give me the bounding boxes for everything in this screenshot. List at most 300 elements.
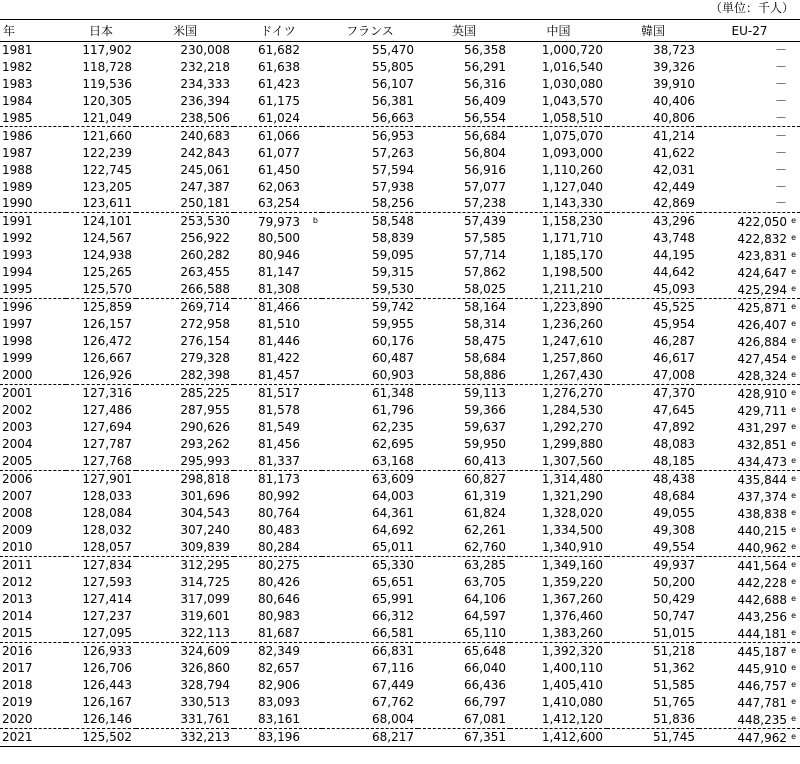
eu-estimate-flag: e <box>791 576 796 586</box>
cell-china <box>510 505 607 522</box>
cell-value: 50,429 <box>653 592 695 607</box>
cell-japan <box>66 247 136 264</box>
cell-value: 51,745 <box>653 730 695 745</box>
cell-value: 65,991 <box>372 592 414 607</box>
cell-china <box>510 264 607 281</box>
cell-value: － <box>774 145 787 160</box>
cell-france <box>322 556 418 574</box>
table-row <box>0 212 800 230</box>
cell-france <box>322 264 418 281</box>
cell-usa <box>136 436 234 453</box>
cell-value: 51,218 <box>653 644 695 659</box>
cell-usa <box>136 419 234 436</box>
cell-value: 48,083 <box>653 437 695 452</box>
unit-label: （単位：千人） <box>709 1 794 15</box>
cell-korea <box>607 230 699 247</box>
cell-value: 309,839 <box>180 540 230 555</box>
cell-value: 56,358 <box>464 43 506 58</box>
cell-value: 263,455 <box>180 265 230 280</box>
cell-usa <box>136 522 234 539</box>
cell-eu27 <box>699 178 800 195</box>
cell-value: 121,660 <box>82 128 132 143</box>
cell-value: 63,254 <box>258 196 300 211</box>
cell-value: 62,235 <box>372 420 414 435</box>
eu-estimate-flag: e <box>791 335 796 345</box>
cell-value: 1,016,540 <box>541 60 603 75</box>
cell-korea <box>607 574 699 591</box>
cell-china <box>510 436 607 453</box>
cell-japan <box>66 93 136 110</box>
cell-uk <box>418 728 510 746</box>
cell-value: 61,450 <box>258 162 300 177</box>
cell-value: 83,093 <box>258 695 300 710</box>
cell-eu27 <box>699 93 800 110</box>
cell-value: 242,843 <box>180 145 230 160</box>
cell-value: 425,871 <box>737 300 787 315</box>
cell-value: 448,235 <box>737 712 787 727</box>
cell-value: 123,205 <box>82 179 132 194</box>
eu-estimate-flag: e <box>791 215 796 225</box>
cell-germany <box>234 59 322 76</box>
cell-value: 126,443 <box>82 678 132 693</box>
cell-value: 1,110,260 <box>541 162 603 177</box>
cell-japan <box>66 522 136 539</box>
cell-value: 63,168 <box>372 454 414 469</box>
cell-value: 60,413 <box>464 454 506 469</box>
cell-eu27 <box>699 298 800 316</box>
cell-eu27 <box>699 195 800 212</box>
cell-value: 61,319 <box>464 489 506 504</box>
cell-uk <box>418 522 510 539</box>
cell-germany <box>234 591 322 608</box>
cell-uk <box>418 384 510 402</box>
table-row <box>0 677 800 694</box>
cell-value: 58,256 <box>372 196 414 211</box>
cell-usa <box>136 93 234 110</box>
cell-value: 422,050 <box>737 214 787 229</box>
cell-value: 438,838 <box>737 506 787 521</box>
cell-value: 240,683 <box>180 128 230 143</box>
cell-value: 56,107 <box>372 77 414 92</box>
cell-value: 123,611 <box>82 196 132 211</box>
cell-value: 317,099 <box>180 592 230 607</box>
cell-value: 62,063 <box>258 179 300 194</box>
cell-france <box>322 419 418 436</box>
cell-value: 424,647 <box>737 265 787 280</box>
cell-korea <box>607 625 699 643</box>
cell-value: 1,349,160 <box>541 558 603 573</box>
cell-japan <box>66 556 136 574</box>
cell-value: 230,008 <box>180 43 230 58</box>
cell-china <box>510 384 607 402</box>
cell-value: 83,161 <box>258 712 300 727</box>
cell-eu27 <box>699 694 800 711</box>
table-row <box>0 93 800 110</box>
cell-eu27 <box>699 76 800 93</box>
cell-value: 66,831 <box>372 644 414 659</box>
cell-japan <box>66 608 136 625</box>
cell-value: 435,844 <box>737 472 787 487</box>
cell-germany <box>234 230 322 247</box>
cell-france <box>322 127 418 144</box>
cell-value: 432,851 <box>737 437 787 452</box>
eu-estimate-flag: e <box>791 593 796 603</box>
cell-value: 57,938 <box>372 179 414 194</box>
cell-value: 65,651 <box>372 575 414 590</box>
cell-value: 51,765 <box>653 695 695 710</box>
cell-value: 441,564 <box>737 558 787 573</box>
cell-year: 2000 <box>0 367 66 385</box>
cell-value: 56,684 <box>464 128 506 143</box>
cell-year: 1981 <box>2 43 33 58</box>
cell-uk <box>418 711 510 729</box>
cell-value: 58,164 <box>464 300 506 315</box>
cell-value: 66,436 <box>464 678 506 693</box>
cell-usa <box>136 642 234 660</box>
cell-germany <box>234 625 322 643</box>
cell-germany <box>234 110 322 127</box>
cell-value: 445,910 <box>737 661 787 676</box>
cell-france <box>322 333 418 350</box>
cell-eu27 <box>699 642 800 660</box>
cell-value: 48,438 <box>653 472 695 487</box>
cell-value: 279,328 <box>180 351 230 366</box>
cell-japan <box>66 333 136 350</box>
cell-china <box>510 591 607 608</box>
cell-usa <box>136 539 234 557</box>
cell-japan <box>66 110 136 127</box>
table-row <box>0 642 800 660</box>
cell-value: 49,055 <box>653 506 695 521</box>
cell-value: 80,764 <box>258 506 300 521</box>
cell-value: 62,760 <box>464 540 506 555</box>
cell-france <box>322 42 418 59</box>
cell-value: 80,992 <box>258 489 300 504</box>
cell-japan <box>66 144 136 161</box>
cell-value: 1,359,220 <box>541 575 603 590</box>
cell-usa <box>136 574 234 591</box>
cell-value: 326,860 <box>180 661 230 676</box>
cell-year: 2006 <box>2 472 33 487</box>
cell-year: 1985 <box>0 110 66 127</box>
cell-value: 428,324 <box>737 368 787 383</box>
cell-value: 125,265 <box>82 265 132 280</box>
cell-value: 80,284 <box>258 540 300 555</box>
cell-year: 1982 <box>2 60 33 75</box>
table-row <box>0 350 800 367</box>
cell-japan <box>66 161 136 178</box>
cell-usa <box>136 264 234 281</box>
cell-korea <box>607 453 699 471</box>
cell-china <box>510 161 607 178</box>
cell-value: 426,407 <box>737 317 787 332</box>
cell-usa <box>136 505 234 522</box>
cell-value: 59,366 <box>464 403 506 418</box>
cell-year: 2004 <box>2 437 33 452</box>
cell-france <box>322 453 418 471</box>
cell-japan <box>66 591 136 608</box>
cell-germany <box>234 127 322 144</box>
cell-japan <box>66 178 136 195</box>
cell-value: 68,217 <box>372 730 414 745</box>
cell-uk <box>418 298 510 316</box>
cell-japan <box>66 505 136 522</box>
cell-france <box>322 488 418 505</box>
table-row <box>0 539 800 557</box>
cell-value: 426,884 <box>737 334 787 349</box>
cell-value: 117,902 <box>82 43 132 58</box>
cell-korea <box>607 144 699 161</box>
cell-value: 59,095 <box>372 248 414 263</box>
cell-france <box>322 522 418 539</box>
cell-korea <box>607 436 699 453</box>
cell-year: 1992 <box>2 231 33 246</box>
cell-germany <box>234 470 322 488</box>
cell-korea <box>607 488 699 505</box>
cell-france <box>322 350 418 367</box>
cell-value: 260,282 <box>180 248 230 263</box>
cell-usa <box>136 42 234 59</box>
cell-korea <box>607 350 699 367</box>
cell-eu27 <box>699 402 800 419</box>
cell-value: 1,314,480 <box>541 472 603 487</box>
cell-value: 46,287 <box>653 334 695 349</box>
cell-value: 232,218 <box>180 60 230 75</box>
cell-value: 56,663 <box>372 111 414 125</box>
cell-germany <box>234 195 322 212</box>
cell-germany <box>234 436 322 453</box>
header-year: 年 <box>0 20 66 42</box>
cell-germany <box>234 264 322 281</box>
cell-eu27 <box>699 436 800 453</box>
cell-uk <box>418 591 510 608</box>
cell-value: 1,093,000 <box>541 145 603 160</box>
cell-france <box>322 195 418 212</box>
cell-value: 56,409 <box>464 94 506 109</box>
cell-value: － <box>774 196 787 211</box>
cell-value: 61,638 <box>258 60 300 75</box>
cell-value: 127,414 <box>82 592 132 607</box>
cell-value: 127,768 <box>82 454 132 469</box>
cell-value: 127,694 <box>82 420 132 435</box>
cell-value: 304,543 <box>180 506 230 521</box>
cell-value: 62,695 <box>372 437 414 452</box>
cell-germany <box>234 505 322 522</box>
cell-eu27 <box>699 264 800 281</box>
cell-uk <box>418 59 510 76</box>
cell-value: 46,617 <box>653 351 695 366</box>
cell-eu27 <box>699 419 800 436</box>
cell-germany <box>234 419 322 436</box>
cell-value: 57,238 <box>464 196 506 211</box>
cell-value: 62,261 <box>464 523 506 538</box>
cell-france <box>322 298 418 316</box>
cell-year: 2012 <box>2 575 33 590</box>
cell-value: 446,757 <box>737 678 787 693</box>
cell-france <box>322 470 418 488</box>
cell-uk <box>418 316 510 333</box>
cell-japan <box>66 574 136 591</box>
cell-germany <box>234 539 322 557</box>
cell-value: 39,910 <box>653 77 695 92</box>
cell-japan <box>66 660 136 677</box>
cell-value: 126,706 <box>82 661 132 676</box>
cell-japan <box>66 298 136 316</box>
cell-year: 2009 <box>2 523 33 538</box>
cell-value: 434,473 <box>737 454 787 469</box>
cell-value: 44,642 <box>653 265 695 280</box>
cell-france <box>322 505 418 522</box>
cell-year: 2013 <box>2 592 33 607</box>
cell-value: 81,337 <box>258 454 300 469</box>
cell-value: 81,147 <box>258 265 300 280</box>
eu-estimate-flag: e <box>791 404 796 414</box>
cell-value: － <box>774 179 787 194</box>
cell-value: 57,594 <box>372 162 414 177</box>
cell-france <box>322 178 418 195</box>
cell-eu27 <box>699 539 800 557</box>
cell-uk <box>418 694 510 711</box>
cell-uk <box>418 642 510 660</box>
cell-china <box>510 178 607 195</box>
eu-estimate-flag: e <box>791 731 796 741</box>
cell-year: 1989 <box>2 179 33 194</box>
cell-germany <box>234 660 322 677</box>
cell-value: 1,284,530 <box>541 403 603 418</box>
cell-germany <box>234 350 322 367</box>
cell-uk <box>418 93 510 110</box>
cell-china <box>510 367 607 385</box>
cell-value: 127,095 <box>82 626 132 641</box>
cell-uk <box>418 574 510 591</box>
cell-germany <box>234 316 322 333</box>
germany-break-flag: b <box>312 215 318 225</box>
cell-value: 81,446 <box>258 334 300 349</box>
cell-japan <box>66 470 136 488</box>
cell-value: 447,781 <box>737 695 787 710</box>
cell-korea <box>607 419 699 436</box>
cell-year: 2014 <box>2 609 33 624</box>
cell-japan <box>66 488 136 505</box>
cell-value: 1,292,270 <box>541 420 603 435</box>
cell-year: 2010 <box>0 539 66 557</box>
cell-value: 50,200 <box>653 575 695 590</box>
cell-uk <box>418 230 510 247</box>
cell-value: 45,525 <box>653 300 695 315</box>
cell-china <box>510 660 607 677</box>
cell-value: 43,296 <box>653 214 695 229</box>
cell-value: 57,585 <box>464 231 506 246</box>
cell-value: 324,609 <box>180 644 230 659</box>
cell-value: － <box>774 60 787 75</box>
cell-eu27 <box>699 591 800 608</box>
cell-year: 2020 <box>0 711 66 729</box>
cell-france <box>322 384 418 402</box>
cell-value: 127,316 <box>82 386 132 401</box>
cell-value: 442,228 <box>737 575 787 590</box>
eu-estimate-flag: e <box>791 541 796 551</box>
cell-uk <box>418 42 510 59</box>
cell-value: 80,646 <box>258 592 300 607</box>
cell-value: 127,787 <box>82 437 132 452</box>
cell-value: 238,506 <box>180 111 230 125</box>
cell-value: 65,330 <box>372 558 414 573</box>
cell-value: 49,554 <box>653 540 695 555</box>
cell-value: 1,267,430 <box>541 368 603 383</box>
cell-france <box>322 161 418 178</box>
cell-value: 57,714 <box>464 248 506 263</box>
cell-japan <box>66 625 136 643</box>
cell-france <box>322 93 418 110</box>
cell-value: 127,901 <box>82 472 132 487</box>
table-row <box>0 436 800 453</box>
cell-value: 120,305 <box>82 94 132 109</box>
cell-value: 42,449 <box>653 179 695 194</box>
cell-value: 1,392,320 <box>541 644 603 659</box>
cell-china <box>510 402 607 419</box>
cell-value: 1,321,290 <box>541 489 603 504</box>
cell-germany <box>234 402 322 419</box>
cell-korea <box>607 677 699 694</box>
cell-value: 47,645 <box>653 403 695 418</box>
cell-germany <box>234 522 322 539</box>
cell-japan <box>66 384 136 402</box>
header-row <box>0 20 800 42</box>
cell-value: 128,032 <box>82 523 132 538</box>
cell-value: 79,973 <box>258 214 300 229</box>
eu-estimate-flag: e <box>791 318 796 328</box>
cell-year: 2019 <box>2 695 33 710</box>
table-row <box>0 522 800 539</box>
cell-china <box>510 350 607 367</box>
cell-france <box>322 625 418 643</box>
cell-value: 440,962 <box>737 540 787 555</box>
table-row <box>0 453 800 471</box>
cell-uk <box>418 660 510 677</box>
cell-korea <box>607 42 699 59</box>
cell-value: 81,466 <box>258 300 300 315</box>
eu-estimate-flag: e <box>791 421 796 431</box>
cell-germany <box>234 247 322 264</box>
cell-value: 61,077 <box>258 145 300 160</box>
cell-korea <box>607 522 699 539</box>
cell-value: 1,307,560 <box>541 454 603 469</box>
cell-value: 40,406 <box>653 94 695 109</box>
cell-value: 56,916 <box>464 162 506 177</box>
cell-japan <box>66 728 136 746</box>
table-row <box>0 591 800 608</box>
cell-value: 1,198,500 <box>541 265 603 280</box>
cell-value: 1,247,610 <box>541 334 603 349</box>
cell-value: 440,215 <box>737 523 787 538</box>
cell-korea <box>607 608 699 625</box>
cell-value: 425,294 <box>737 282 787 297</box>
cell-value: 45,093 <box>653 282 695 297</box>
cell-china <box>510 419 607 436</box>
cell-value: 58,475 <box>464 334 506 349</box>
cell-year: 2007 <box>2 489 33 504</box>
cell-value: 1,257,860 <box>541 351 603 366</box>
cell-korea <box>607 195 699 212</box>
cell-year: 1991 <box>2 214 33 229</box>
header-france: フランス <box>322 20 418 42</box>
cell-value: 1,383,260 <box>541 626 603 641</box>
cell-usa <box>136 230 234 247</box>
cell-value: 58,548 <box>372 214 414 229</box>
table-row <box>0 195 800 212</box>
cell-value: 121,049 <box>82 111 132 125</box>
cell-value: 58,684 <box>464 351 506 366</box>
